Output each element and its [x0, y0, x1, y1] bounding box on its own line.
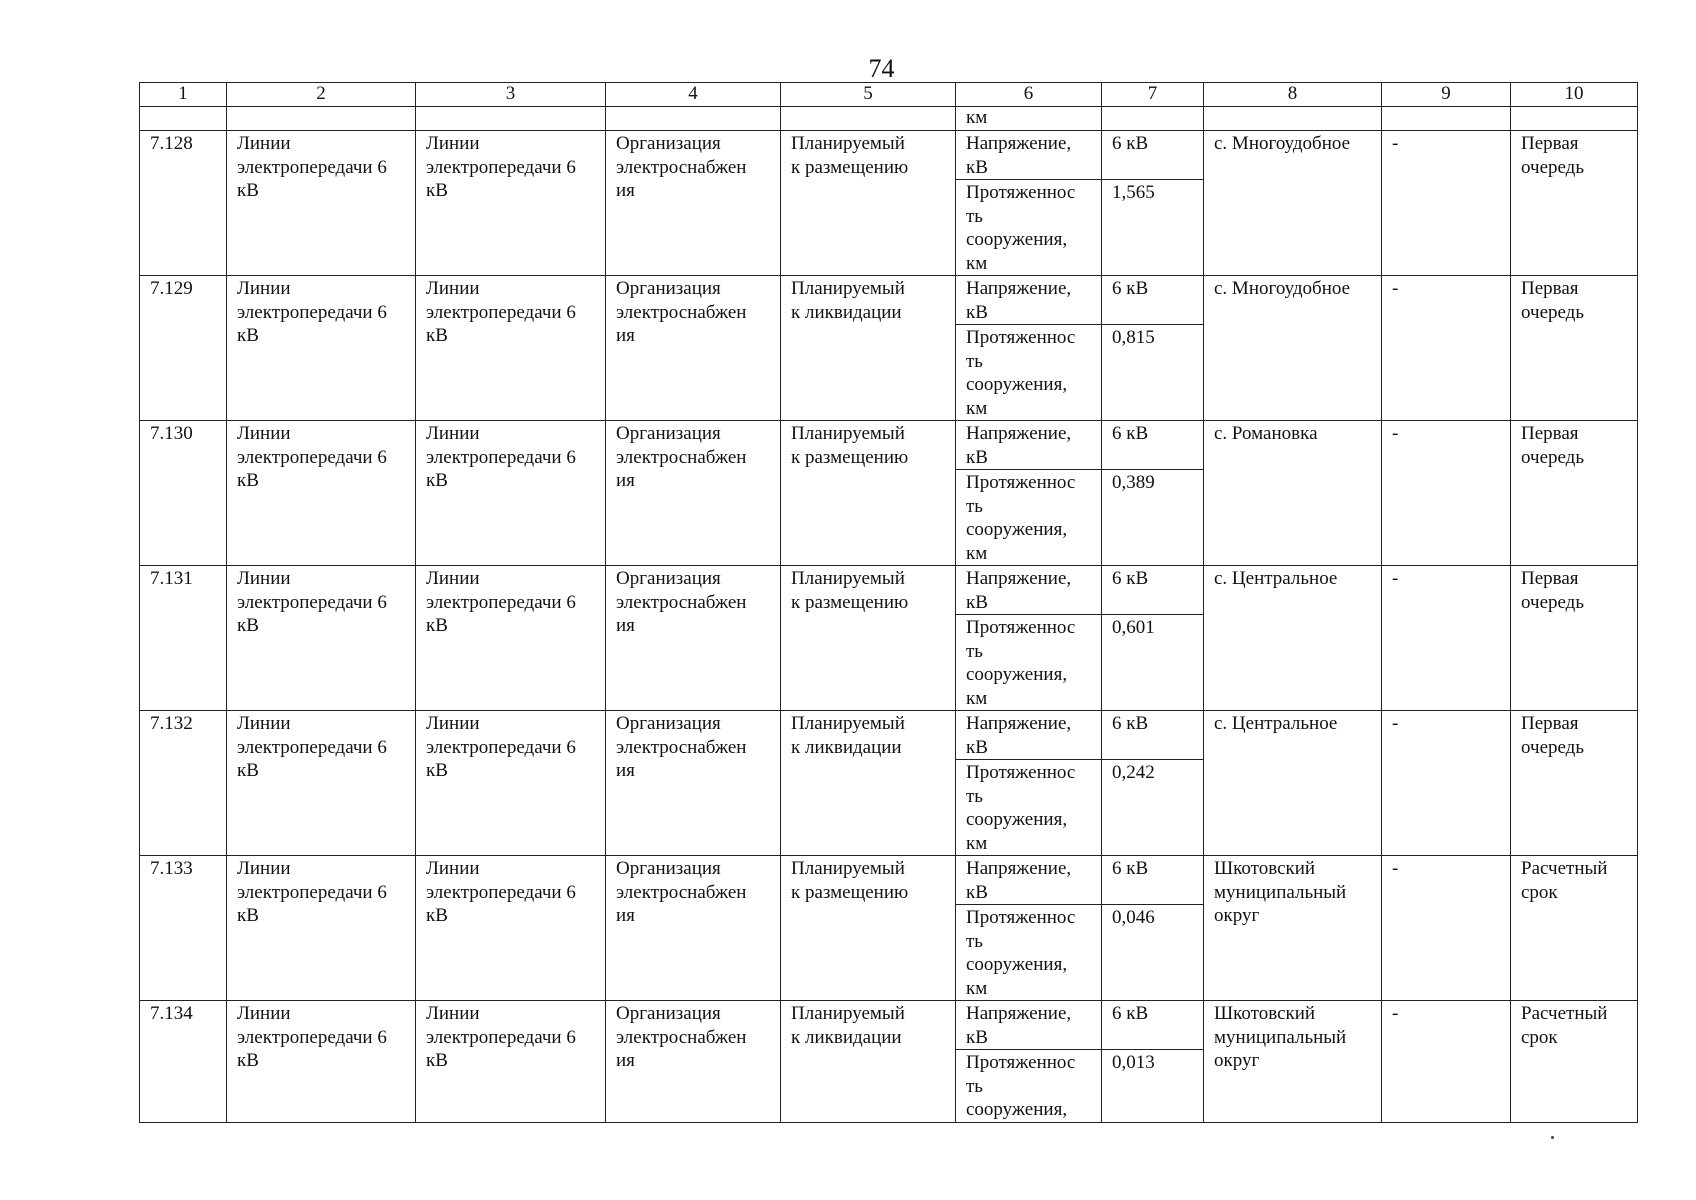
parameter-value: 1,565	[1102, 180, 1204, 276]
object-purpose: Организация электроснабжен ия	[606, 131, 781, 276]
page-number: 74	[868, 54, 895, 83]
column-header: 10	[1511, 83, 1638, 107]
parameter-value: 6 кВ	[1102, 856, 1204, 905]
parameter-value: 6 кВ	[1102, 566, 1204, 615]
column-header: 5	[781, 83, 956, 107]
object-name: Линии электропередачи 6 кВ	[227, 276, 416, 421]
table-row	[140, 566, 1638, 615]
column-header: 1	[140, 83, 227, 107]
parameter-value: 0,046	[1102, 905, 1204, 1001]
parameter-value: 0,815	[1102, 325, 1204, 421]
object-name: Линии электропередачи 6 кВ	[227, 1001, 416, 1123]
object-status: Планируемый к ликвидации	[781, 276, 956, 421]
zone: -	[1382, 131, 1511, 276]
implementation-stage: Первая очередь	[1511, 421, 1638, 566]
object-status: Планируемый к ликвидации	[781, 711, 956, 856]
zone: -	[1382, 856, 1511, 1001]
parameter-label: Протяженнос ть сооружения, км	[956, 325, 1102, 421]
location: с. Романовка	[1204, 421, 1382, 566]
object-purpose: Организация электроснабжен ия	[606, 711, 781, 856]
column-header: 3	[416, 83, 606, 107]
object-purpose: Организация электроснабжен ия	[606, 421, 781, 566]
object-type: Линии электропередачи 6 кВ	[416, 566, 606, 711]
object-type: Линии электропередачи 6 кВ	[416, 276, 606, 421]
zone: -	[1382, 566, 1511, 711]
row-number: 7.132	[140, 711, 227, 856]
row-number: 7.131	[140, 566, 227, 711]
object-name: Линии электропередачи 6 кВ	[227, 131, 416, 276]
object-purpose: Организация электроснабжен ия	[606, 566, 781, 711]
parameter-value: 0,601	[1102, 615, 1204, 711]
location: с. Центральное	[1204, 566, 1382, 711]
column-number-row	[140, 83, 1638, 107]
parameter-value: 0,242	[1102, 760, 1204, 856]
parameter-label: Протяженнос ть сооружения, км	[956, 760, 1102, 856]
continuation-unit: км	[956, 107, 1102, 131]
parameter-label: Напряжение, кВ	[956, 856, 1102, 905]
column-header: 9	[1382, 83, 1511, 107]
parameter-value: 6 кВ	[1102, 421, 1204, 470]
row-number: 7.129	[140, 276, 227, 421]
parameter-label: Напряжение, кВ	[956, 131, 1102, 180]
column-header: 7	[1102, 83, 1204, 107]
zone: -	[1382, 1001, 1511, 1123]
continuation-row	[140, 107, 1638, 131]
zone: -	[1382, 421, 1511, 566]
object-status: Планируемый к размещению	[781, 421, 956, 566]
parameter-value: 6 кВ	[1102, 711, 1204, 760]
object-name: Линии электропередачи 6 кВ	[227, 856, 416, 1001]
object-type: Линии электропередачи 6 кВ	[416, 1001, 606, 1123]
zone: -	[1382, 711, 1511, 856]
table-row	[140, 276, 1638, 325]
object-name: Линии электропередачи 6 кВ	[227, 421, 416, 566]
table-row	[140, 131, 1638, 180]
object-status: Планируемый к размещению	[781, 566, 956, 711]
parameter-value: 0,389	[1102, 470, 1204, 566]
implementation-stage: Первая очередь	[1511, 131, 1638, 276]
parameter-label: Напряжение, кВ	[956, 1001, 1102, 1050]
scan-speck	[1551, 1136, 1554, 1139]
table-row	[140, 421, 1638, 470]
object-purpose: Организация электроснабжен ия	[606, 276, 781, 421]
object-name: Линии электропередачи 6 кВ	[227, 711, 416, 856]
location: с. Центральное	[1204, 711, 1382, 856]
object-name: Линии электропередачи 6 кВ	[227, 566, 416, 711]
implementation-stage: Расчетный срок	[1511, 856, 1638, 1001]
zone: -	[1382, 276, 1511, 421]
table-row	[140, 711, 1638, 760]
table-row	[140, 856, 1638, 905]
register-table	[139, 82, 1638, 1123]
parameter-label: Протяженнос ть сооружения,	[956, 1050, 1102, 1123]
implementation-stage: Первая очередь	[1511, 566, 1638, 711]
implementation-stage: Первая очередь	[1511, 276, 1638, 421]
location: с. Многоудобное	[1204, 276, 1382, 421]
row-number: 7.134	[140, 1001, 227, 1123]
location: с. Многоудобное	[1204, 131, 1382, 276]
parameter-label: Напряжение, кВ	[956, 421, 1102, 470]
column-header: 4	[606, 83, 781, 107]
row-number: 7.130	[140, 421, 227, 566]
object-status: Планируемый к размещению	[781, 131, 956, 276]
parameter-label: Напряжение, кВ	[956, 276, 1102, 325]
object-type: Линии электропередачи 6 кВ	[416, 856, 606, 1001]
column-header: 6	[956, 83, 1102, 107]
object-status: Планируемый к размещению	[781, 856, 956, 1001]
row-number: 7.128	[140, 131, 227, 276]
parameter-label: Протяженнос ть сооружения, км	[956, 470, 1102, 566]
column-header: 2	[227, 83, 416, 107]
parameter-value: 6 кВ	[1102, 131, 1204, 180]
parameter-value: 6 кВ	[1102, 276, 1204, 325]
location: Шкотовский муниципальный округ	[1204, 856, 1382, 1001]
object-type: Линии электропередачи 6 кВ	[416, 131, 606, 276]
row-number: 7.133	[140, 856, 227, 1001]
parameter-label: Напряжение, кВ	[956, 566, 1102, 615]
parameter-label: Протяженнос ть сооружения, км	[956, 905, 1102, 1001]
parameter-label: Протяженнос ть сооружения, км	[956, 180, 1102, 276]
parameter-label: Протяженнос ть сооружения, км	[956, 615, 1102, 711]
parameter-value: 0,013	[1102, 1050, 1204, 1123]
parameter-value: 6 кВ	[1102, 1001, 1204, 1050]
object-status: Планируемый к ликвидации	[781, 1001, 956, 1123]
object-purpose: Организация электроснабжен ия	[606, 856, 781, 1001]
location: Шкотовский муниципальный округ	[1204, 1001, 1382, 1123]
object-type: Линии электропередачи 6 кВ	[416, 421, 606, 566]
object-purpose: Организация электроснабжен ия	[606, 1001, 781, 1123]
object-type: Линии электропередачи 6 кВ	[416, 711, 606, 856]
implementation-stage: Расчетный срок	[1511, 1001, 1638, 1123]
implementation-stage: Первая очередь	[1511, 711, 1638, 856]
table-row	[140, 1001, 1638, 1050]
column-header: 8	[1204, 83, 1382, 107]
parameter-label: Напряжение, кВ	[956, 711, 1102, 760]
